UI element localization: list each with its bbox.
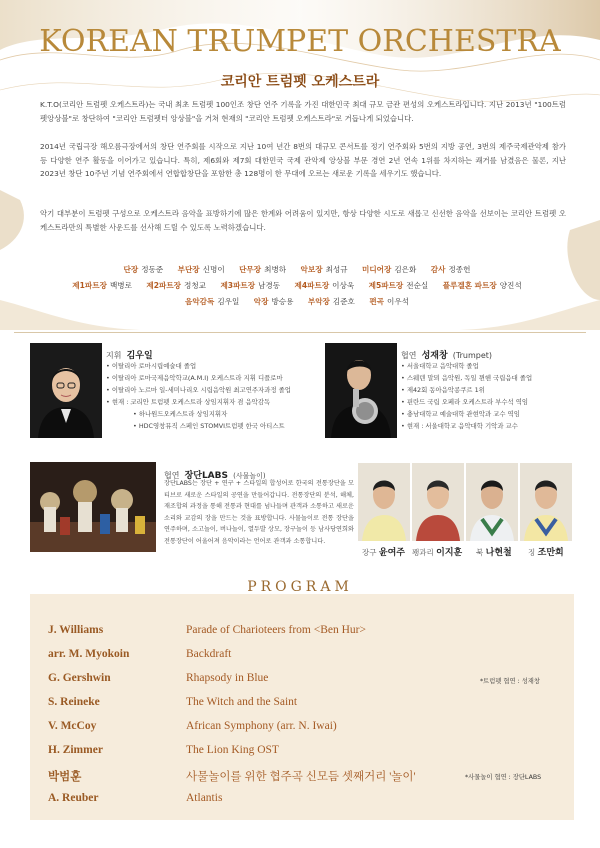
program-work: 사물놀이를 위한 협주곡 신모듬 셋째거리 '놀이' bbox=[186, 771, 416, 783]
staff-person: 백병로 bbox=[109, 281, 132, 290]
career-item: • 현재 : 코리안 트럼펫 오케스트라 상임지휘자 겸 음악감독 bbox=[106, 396, 306, 408]
labs-role: 협연 bbox=[164, 471, 180, 480]
staff-role: 부악장 bbox=[307, 297, 330, 306]
program-title: PROGRAM bbox=[247, 579, 353, 595]
program-composer: G. Gershwin bbox=[48, 672, 111, 684]
program-work: The Lion King OST bbox=[186, 744, 279, 756]
performer-label bbox=[412, 545, 462, 558]
performer-photo bbox=[412, 463, 464, 541]
conductor-career-list bbox=[106, 360, 306, 432]
program-work: Backdraft bbox=[186, 648, 232, 660]
staff-person: 남경동 bbox=[258, 281, 281, 290]
career-item: • 핀란드 국립 오페라 오케스트라 부수석 역임 bbox=[401, 396, 586, 408]
career-item: • 현재 : 서울대학교 음악대학 기악과 교수 bbox=[401, 420, 586, 432]
staff-person: 이상욱 bbox=[332, 281, 355, 290]
program-composer: arr. M. Myokoin bbox=[48, 648, 130, 660]
trumpet-career-list bbox=[401, 360, 586, 432]
program-composer: J. Williams bbox=[48, 624, 104, 636]
staff-person: 이우석 bbox=[387, 297, 410, 306]
performer-name: 나현철 bbox=[485, 548, 512, 558]
program-composer: 박범훈 bbox=[48, 771, 82, 783]
trumpet-soloist-photo bbox=[325, 343, 397, 438]
program-note-trumpet: *트럼펫 협연 : 성재창 bbox=[480, 678, 540, 685]
program-work: Atlantis bbox=[186, 792, 223, 804]
program-work: The Witch and the Saint bbox=[186, 696, 298, 708]
performer-name: 윤여주 bbox=[378, 548, 405, 558]
program-work: African Symphony (arr. N. Iwai) bbox=[186, 720, 337, 732]
staff-role: 플루겔혼 파트장 bbox=[442, 281, 497, 290]
section-divider bbox=[14, 332, 586, 333]
staff-person: 정동준 bbox=[141, 265, 164, 274]
career-item: • 하나원드오케스트라 상임지휘자 bbox=[106, 408, 306, 420]
performer-instrument: 북 bbox=[476, 548, 484, 557]
staff-role: 미디어장 bbox=[362, 265, 392, 274]
program-composer: A. Reuber bbox=[48, 792, 99, 804]
staff-role: 제4파트장 bbox=[294, 281, 330, 290]
program-work: Rhapsody in Blue bbox=[186, 672, 269, 684]
performer-instrument: 장구 bbox=[362, 548, 377, 557]
staff-role: 제3파트장 bbox=[220, 281, 256, 290]
staff-row-3 bbox=[40, 293, 566, 311]
staff-role: 부단장 bbox=[177, 265, 200, 274]
career-item: • 이탈리아 로마국제음악학교(A.M.I) 오케스트라 지휘 디플로마 bbox=[106, 372, 306, 384]
career-item: • HDC영창뮤직 스페인 STOMVI트럼펫 한국 아티스트 bbox=[106, 420, 306, 432]
performer-instrument: 징 bbox=[528, 548, 536, 557]
program-note-samul: *사물놀이 협연 : 장단LABS bbox=[465, 774, 542, 781]
staff-person: 김은화 bbox=[394, 265, 417, 274]
staff-person: 양진석 bbox=[499, 281, 522, 290]
staff-person: 정종헌 bbox=[448, 265, 471, 274]
career-item: • 서울대학교 음악대학 졸업 bbox=[401, 360, 586, 372]
performer-name: 조만희 bbox=[537, 548, 564, 558]
staff-role: 제1파트장 bbox=[72, 281, 107, 290]
staff-role: 악보장 bbox=[300, 265, 323, 274]
staff-role: 악장 bbox=[253, 297, 269, 306]
labs-name: 장단LABS bbox=[184, 471, 228, 481]
staff-person: 김준호 bbox=[332, 297, 355, 306]
performer-name: 이지훈 bbox=[436, 548, 463, 558]
performer-photo bbox=[520, 463, 572, 541]
staff-role: 편곡 bbox=[369, 297, 384, 306]
program-work: Parade of Charioteers from <Ben Hur> bbox=[186, 624, 366, 636]
performer-instrument: 꽹과리 bbox=[412, 548, 434, 557]
intro-paragraph-1: K.T.O(코리안 트럼펫 오케스트라)는 국내 최초 트럼펫 100인조 창단 연주 기록을 가진 대한민국 최대 규모 금관 편성의 오케스트라입니다. 지난 2013년 "100트럼펫앙상블"로 창단하여 "코리안 트럼펫터 앙상블"을 거쳐 현재의 "코리안 트럼펫 오케스트라"로 거듭나게 되었습니다. bbox=[40, 100, 566, 123]
staff-role: 단무장 bbox=[239, 265, 262, 274]
program-composer: V. McCoy bbox=[48, 720, 97, 732]
staff-person: 최성규 bbox=[325, 265, 348, 274]
staff-role: 음악감독 bbox=[184, 297, 215, 306]
trumpet-name: 성재창 bbox=[421, 351, 448, 361]
program-composer: S. Reineke bbox=[48, 696, 100, 708]
conductor-photo bbox=[30, 343, 102, 438]
performer-label bbox=[476, 545, 512, 558]
career-item: • 이탈리아 노르마 일-세미나리오 시립음악원 최고연주자과정 졸업 bbox=[106, 384, 306, 396]
staff-role: 감사 bbox=[430, 265, 446, 274]
performer-label bbox=[528, 545, 564, 558]
staff-person: 전순실 bbox=[406, 281, 429, 290]
intro-paragraph-2: 2014년 국립극장 해오름극장에서의 창단 연주회를 시작으로 지난 10여 년간 8번의 대규모 콘서트를 정기 연주회와 5번의 지방 공연, 3번의 제주국제관악제 참가 등 다양한 연주 활동을 이어가고 있습니다. 특히, 제6회와 제7회 대한민국 국제 관악제 앙상블 부문 경연 2년 연속 1위를 차지하는 쾌거를 남겼음은 물론, 지난 2023년 창단 10주년 기념 연주회에서 연합합창단을 포함한 총 128명이 한 무대에 오르는 새로운 기록을 세우기도 했습니다. bbox=[40, 142, 566, 178]
korean-title: 코리안 트럼펫 오케스트라 bbox=[220, 74, 380, 90]
trumpet-instrument: (Trumpet) bbox=[452, 351, 492, 360]
conductor-name: 김우일 bbox=[126, 351, 153, 361]
career-item: • 충남대학교 예술대학 관현악과 교수 역임 bbox=[401, 408, 586, 420]
trumpet-role: 협연 bbox=[401, 351, 417, 360]
samulnori-stage-photo bbox=[30, 462, 156, 552]
career-item: • 스웨덴 말뫼 음악원, 독일 뮌헨 국립음대 졸업 bbox=[401, 372, 586, 384]
brand-title: KOREAN TRUMPET ORCHESTRA bbox=[39, 24, 561, 59]
career-item: • 제42회 동아음악콩쿠르 1위 bbox=[401, 384, 586, 396]
labs-subtitle: (사물놀이) bbox=[233, 472, 266, 480]
labs-description: 장단LABS는 장단 + 연구 + 스타일의 합성어로 한국의 전통장단을 모티브로 새로운 스타일의 공연을 만들어갑니다. 전통장단의 분석, 해체, 재조합의 과정을 통해 전통과 현대를 넘나들며 관객과 소통하고 새로운 소리와 교감의 장을 만드는 것을 표방합니다. 사물놀이로 전통 장단을 연주하며, 소고놀이, 버나놀이, 열두발 상모, 장구놀이 등 남사당연희와 전통장단이 어울어져 음악이라는 언어로 관객과 소통합니다. bbox=[164, 480, 354, 545]
staff-person: 정청교 bbox=[184, 281, 207, 290]
staff-role: 제5파트장 bbox=[368, 281, 404, 290]
conductor-role: 지휘 bbox=[106, 351, 122, 360]
performer-label bbox=[362, 545, 405, 558]
program-composer: H. Zimmer bbox=[48, 744, 103, 756]
career-item: • 이탈리아 로마시립예술대 졸업 bbox=[106, 360, 306, 372]
staff-person: 김우일 bbox=[217, 297, 240, 306]
staff-person: 방승용 bbox=[271, 297, 294, 306]
staff-person: 최병하 bbox=[264, 265, 287, 274]
staff-role: 제2파트장 bbox=[146, 281, 182, 290]
performer-photo bbox=[358, 463, 410, 541]
staff-role: 단장 bbox=[123, 265, 139, 274]
performer-photo bbox=[466, 463, 518, 541]
staff-person: 신명이 bbox=[202, 265, 225, 274]
intro-paragraph-3: 악기 대부분이 트럼펫 구성으로 오케스트라 음악을 표방하기에 많은 한계와 어려움이 있지만, 항상 다양한 시도로 새롭고 신선한 음악을 선보이는 코리안 트럼펫 오케스트라만의 특별한 사운드를 선사해 드릴 수 있도록 노력하겠습니다. bbox=[40, 209, 566, 232]
